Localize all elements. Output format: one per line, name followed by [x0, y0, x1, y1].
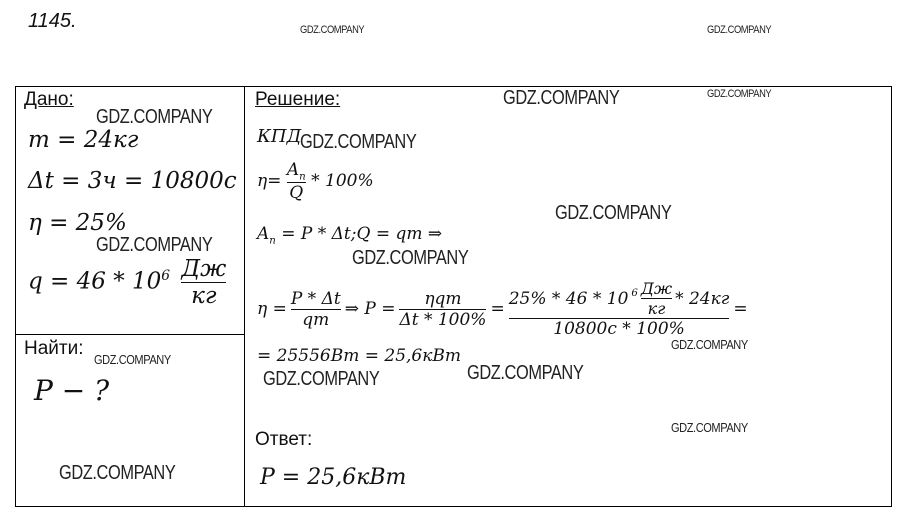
solution-label: Решение: — [255, 89, 341, 110]
eq3-fraction-2: $\frac{\text{ηqm}}{\Delta t * 100\%}$ — [399, 288, 487, 330]
eq1-right: * 100% — [311, 171, 374, 192]
answer-label: Ответ: — [255, 429, 313, 450]
watermark: GDZ.COMPANY — [503, 87, 620, 109]
watermark: GDZ.COMPANY — [555, 202, 672, 224]
watermark: GDZ.COMPANY — [263, 368, 380, 390]
table-border-right — [891, 86, 892, 507]
find-expression: P − ? — [34, 374, 110, 407]
eq1-left: η= — [257, 171, 282, 192]
watermark: GDZ.COMPANY — [300, 24, 365, 36]
given-q-exponent: 6 — [161, 267, 171, 284]
eq3-left: η = — [257, 299, 287, 319]
watermark: GDZ.COMPANY — [467, 362, 584, 384]
eq3-equals: = — [490, 299, 505, 319]
watermark: GDZ.COMPANY — [96, 234, 213, 256]
solution-work-formula: $A_п = P$ * Δt;Q = qm ⇒ — [257, 224, 443, 247]
solution-efficiency-formula — [257, 160, 374, 203]
given-time: Δt = 3ч = 10800с — [28, 168, 237, 194]
watermark: GDZ.COMPANY — [707, 24, 772, 36]
eq3-end: = — [733, 299, 748, 319]
watermark: GDZ.COMPANY — [300, 131, 417, 153]
given-q-unit — [181, 256, 226, 309]
given-mass: m = 24кг — [28, 127, 139, 153]
watermark: GDZ.COMPANY — [352, 247, 469, 269]
eq1-fraction — [287, 160, 306, 203]
eq3-fraction-3: 25% * 46 * 10 $^6$ $\frac{Дж}{кг}$ * 24кг 10800с * 100% — [508, 279, 730, 339]
given-label: Дано: — [24, 89, 74, 110]
given-q-value: q = 46 * 10 — [28, 268, 162, 295]
table-row-divider — [15, 334, 245, 335]
watermark: GDZ.COMPANY — [94, 352, 171, 367]
answer-value: P = 25,6кВт — [260, 465, 407, 490]
solution-kpd: КПД — [257, 126, 302, 147]
find-label: Найти: — [24, 338, 84, 359]
given-q-unit-den: кг — [191, 283, 217, 309]
watermark: GDZ.COMPANY — [59, 462, 176, 484]
table-column-divider — [244, 86, 245, 507]
table-border-left — [15, 86, 16, 507]
solution-result: = 25556Вт = 25,6кВт — [257, 346, 462, 366]
given-efficiency: η = 25% — [28, 210, 127, 236]
eq3-mid: ⇒ P = — [344, 299, 396, 319]
given-specific-heat — [28, 256, 226, 309]
watermark: GDZ.COMPANY — [671, 420, 748, 435]
watermark: GDZ.COMPANY — [96, 106, 213, 128]
table-border-top — [15, 86, 892, 87]
eq1-denominator: Q — [289, 183, 304, 204]
eq3-fraction-1: $\frac{P * \Delta t}{qm}$ — [290, 288, 341, 330]
table-border-bottom — [15, 506, 892, 507]
given-q-unit-num: Дж — [181, 256, 227, 282]
problem-number: 1145. — [28, 10, 77, 32]
solution-power-formula — [257, 279, 748, 339]
watermark: GDZ.COMPANY — [671, 337, 748, 352]
eq1-numerator: $A_п$ — [286, 160, 306, 183]
watermark: GDZ.COMPANY — [707, 88, 772, 100]
